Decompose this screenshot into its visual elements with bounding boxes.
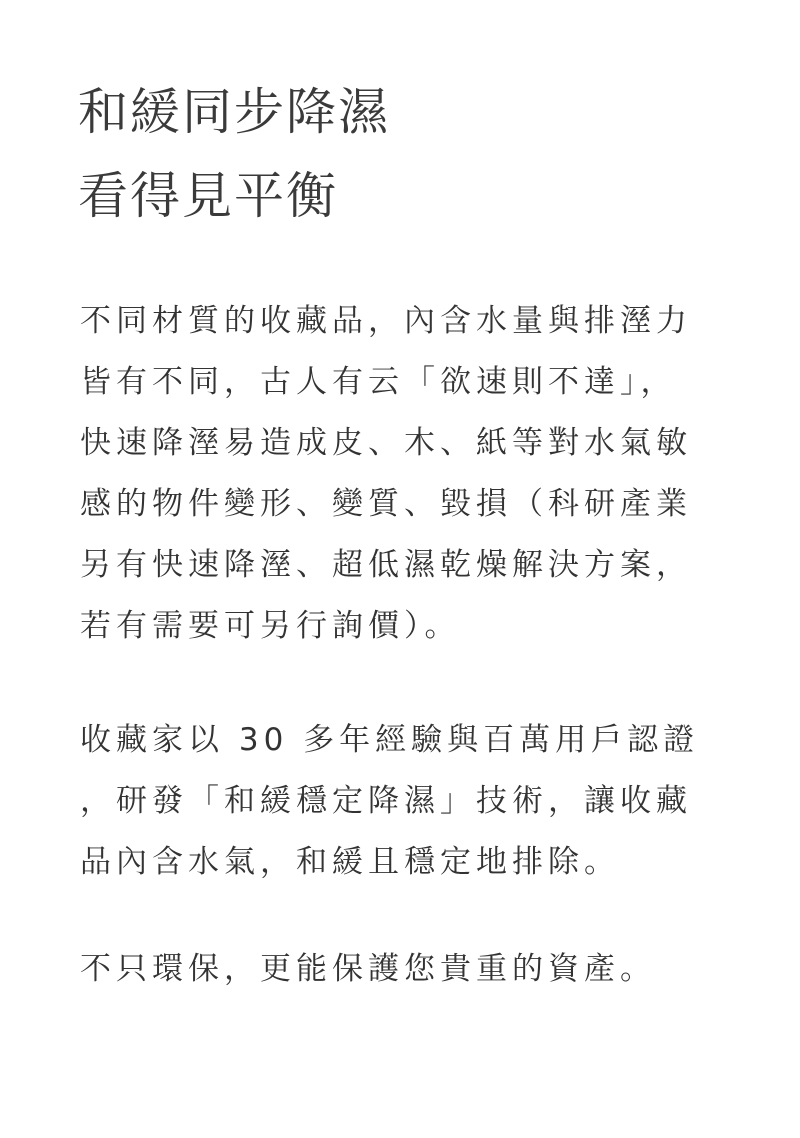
paragraph-line: 不只環保，更能保護您貴重的資產。 — [80, 951, 656, 987]
paragraph-line: 品內含水氣，和緩且穩定地排除。 — [80, 844, 620, 880]
paragraph-line: 感的物件變形、變質、毀損（科研產業 — [80, 486, 692, 522]
paragraph-line: 收藏家以 30 多年經驗與百萬用戶認證 — [80, 722, 700, 758]
headline-line-1: 和緩同步降濕 — [78, 83, 390, 141]
paragraph-line: 不同材質的收藏品，內含水量與排溼力 — [80, 303, 692, 339]
paragraph-closing — [80, 939, 720, 1000]
headline — [78, 70, 390, 238]
paragraph-humidity-intro — [80, 291, 720, 657]
headline-line-2: 看得見平衡 — [78, 167, 338, 225]
paragraph-line: 皆有不同，古人有云「欲速則不達」， — [80, 364, 677, 400]
paragraph-line: 快速降溼易造成皮、木、紙等對水氣敏 — [80, 425, 692, 461]
paragraph-line: ，研發「和緩穩定降濕」技術，讓收藏 — [80, 783, 692, 819]
paragraph-line: 另有快速降溼、超低濕乾燥解決方案， — [80, 547, 692, 583]
paragraph-line: 若有需要可另行詢價）。 — [80, 608, 461, 644]
paragraph-technology — [80, 710, 720, 893]
